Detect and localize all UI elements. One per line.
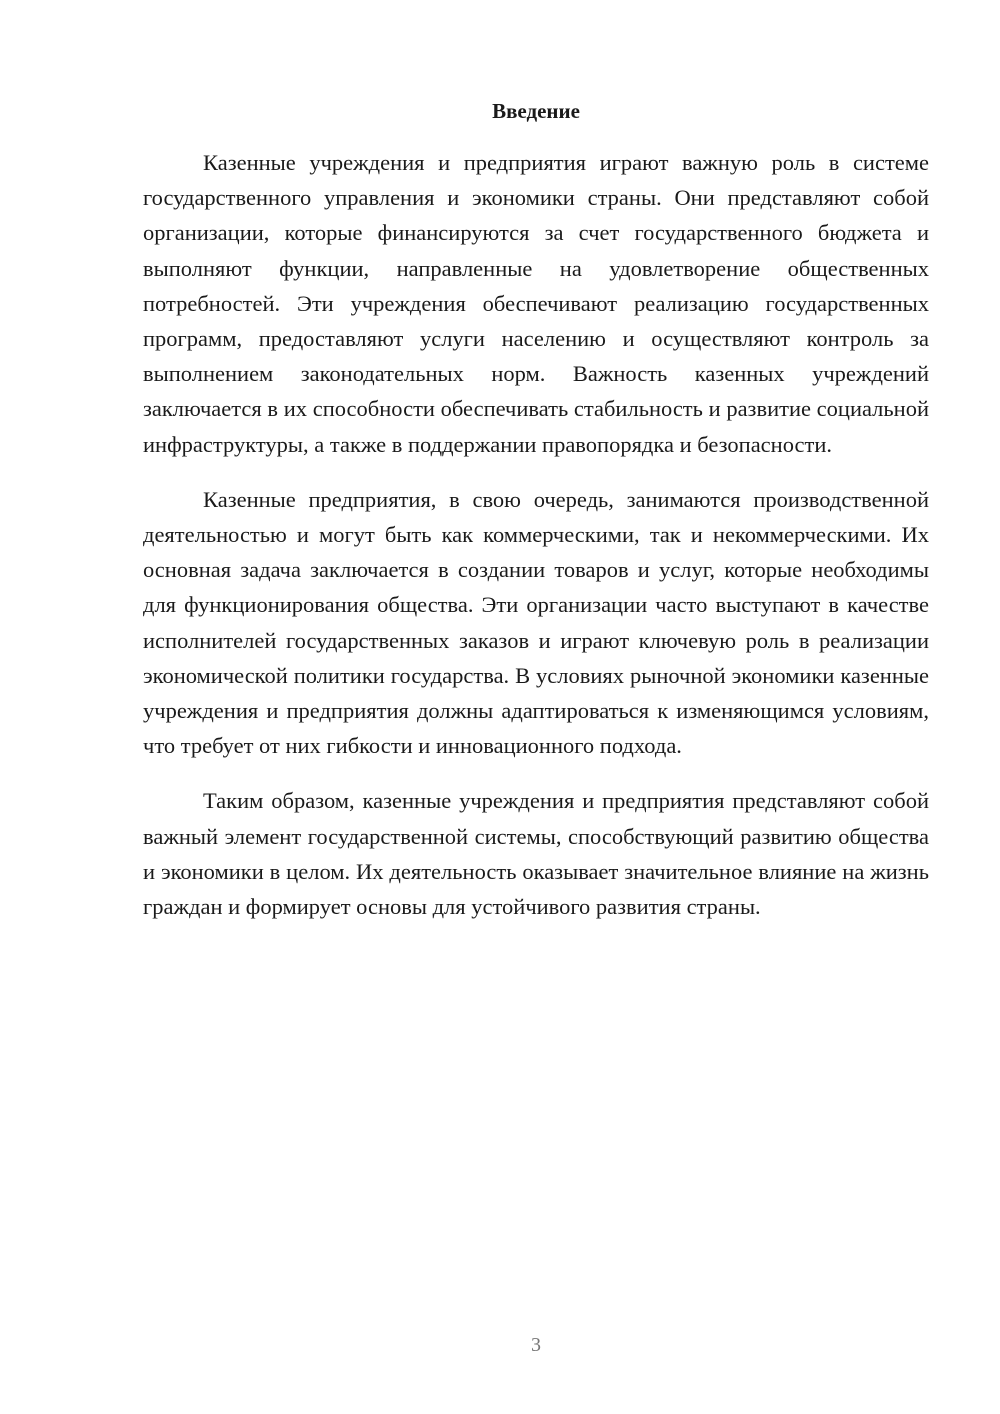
document-body: [143, 145, 929, 924]
paragraph-3: Таким образом, казенные учреждения и предприятия представляют собой важный элемент государственной системы, способствующий развитию общества и экономики в целом. Их деятельность оказывает значительное влияние на жизнь граждан и формирует основы для устойчивого развития страны.: [143, 788, 929, 920]
paragraph-1: Казенные учреждения и предприятия играют важную роль в системе государственного управления и экономики страны. Они представляют собой организации, которые финансируются за счет государственного бюджета и выполняют функции, направленные на удовлетворение общественных потребностей. Эти учреждения обеспечивают реализацию государственных программ, предоставляют услуги населению и осуществляют контроль за выполнением законодательных норм. Важность казенных учреждений заключается в их способности обеспечивать стабильность и развитие социальной инфраструктуры, а также в поддержании правопорядка и безопасности.: [143, 150, 929, 457]
page-title: Введение: [492, 99, 580, 123]
page-number: 3: [531, 1334, 541, 1356]
paragraph-2: Казенные предприятия, в свою очередь, занимаются производственной деятельностью и могут быть как коммерческими, так и некоммерческими. Их основная задача заключается в создании товаров и услуг, которые необходимы для функционирования общества. Эти организации часто выступают в качестве исполнителей государственных заказов и играют ключевую роль в реализации экономической политики государства. В условиях рыночной экономики казенные учреждения и предприятия должны адаптироваться к изменяющимся условиям, что требует от них гибкости и инновационного подхода.: [143, 486, 929, 759]
